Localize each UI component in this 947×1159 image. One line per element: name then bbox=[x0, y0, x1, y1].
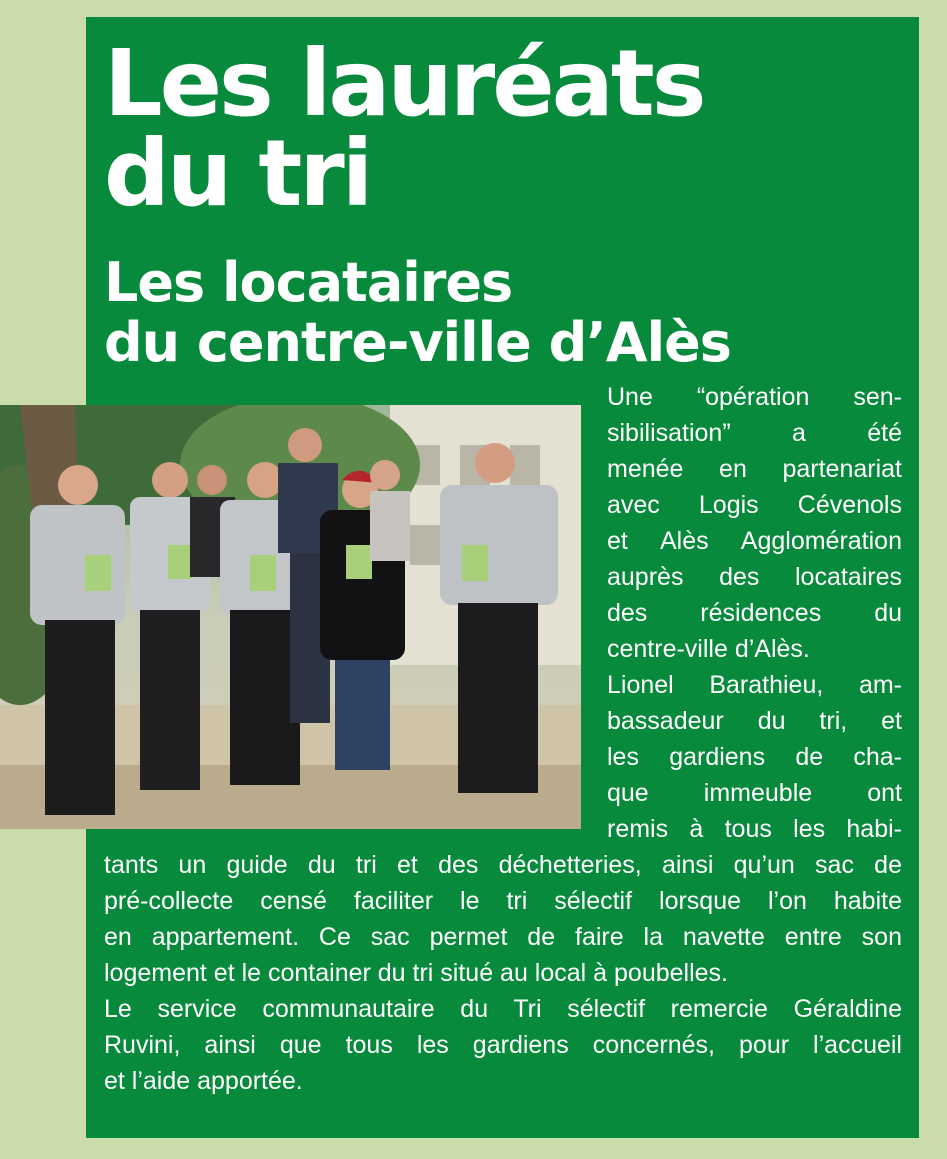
intro-text-line: auprès des locataires bbox=[607, 563, 902, 591]
body-text-line: tants un guide du tri et des déchetteries, ainsi qu’un sac de bbox=[104, 851, 902, 879]
intro-text-line: centre-ville d’Alès. bbox=[607, 635, 810, 663]
intro-text-line: bassadeur du tri, et bbox=[607, 707, 902, 735]
intro-text-column bbox=[607, 379, 902, 847]
intro-text-line: avec Logis Cévenols bbox=[607, 491, 902, 519]
body-text-line: et l’aide apportée. bbox=[104, 1067, 303, 1095]
title-line-2: du tri bbox=[104, 120, 371, 227]
subtitle-line-1: Les locataires bbox=[104, 251, 513, 314]
intro-text-line: remis à tous les habi- bbox=[607, 815, 902, 843]
body-text bbox=[104, 847, 902, 1099]
body-text-line: pré-collecte censé faciliter le tri sélectif lorsque l’on habite bbox=[104, 887, 902, 915]
intro-text-line: que immeuble ont bbox=[607, 779, 902, 807]
body-text-line: en appartement. Ce sac permet de faire la navette entre son bbox=[104, 923, 902, 951]
intro-text-line: les gardiens de cha- bbox=[607, 743, 902, 771]
intro-text-line: et Alès Agglomération bbox=[607, 527, 902, 555]
intro-text-line: Une “opération sen- bbox=[607, 383, 902, 411]
article-subtitle bbox=[104, 253, 731, 373]
body-text-line: logement et le container du tri situé au local à poubelles. bbox=[104, 959, 728, 987]
intro-text-line: sibilisation” a été bbox=[607, 419, 902, 447]
group-photo-illustration bbox=[0, 405, 581, 829]
intro-text-line: Lionel Barathieu, am- bbox=[607, 671, 902, 699]
body-text-line: Le service communautaire du Tri sélectif remercie Géraldine bbox=[104, 995, 902, 1023]
article-panel bbox=[86, 17, 919, 1138]
body-text-line: Ruvini, ainsi que tous les gardiens concernés, pour l’accueil bbox=[104, 1031, 902, 1059]
article-title bbox=[104, 30, 704, 227]
intro-text-line: menée en partenariat bbox=[607, 455, 902, 483]
subtitle-line-2: du centre-ville d’Alès bbox=[104, 311, 731, 374]
group-photo bbox=[0, 405, 581, 829]
intro-text-line: des résidences du bbox=[607, 599, 902, 627]
title-line-1: Les lauréats bbox=[104, 30, 704, 137]
